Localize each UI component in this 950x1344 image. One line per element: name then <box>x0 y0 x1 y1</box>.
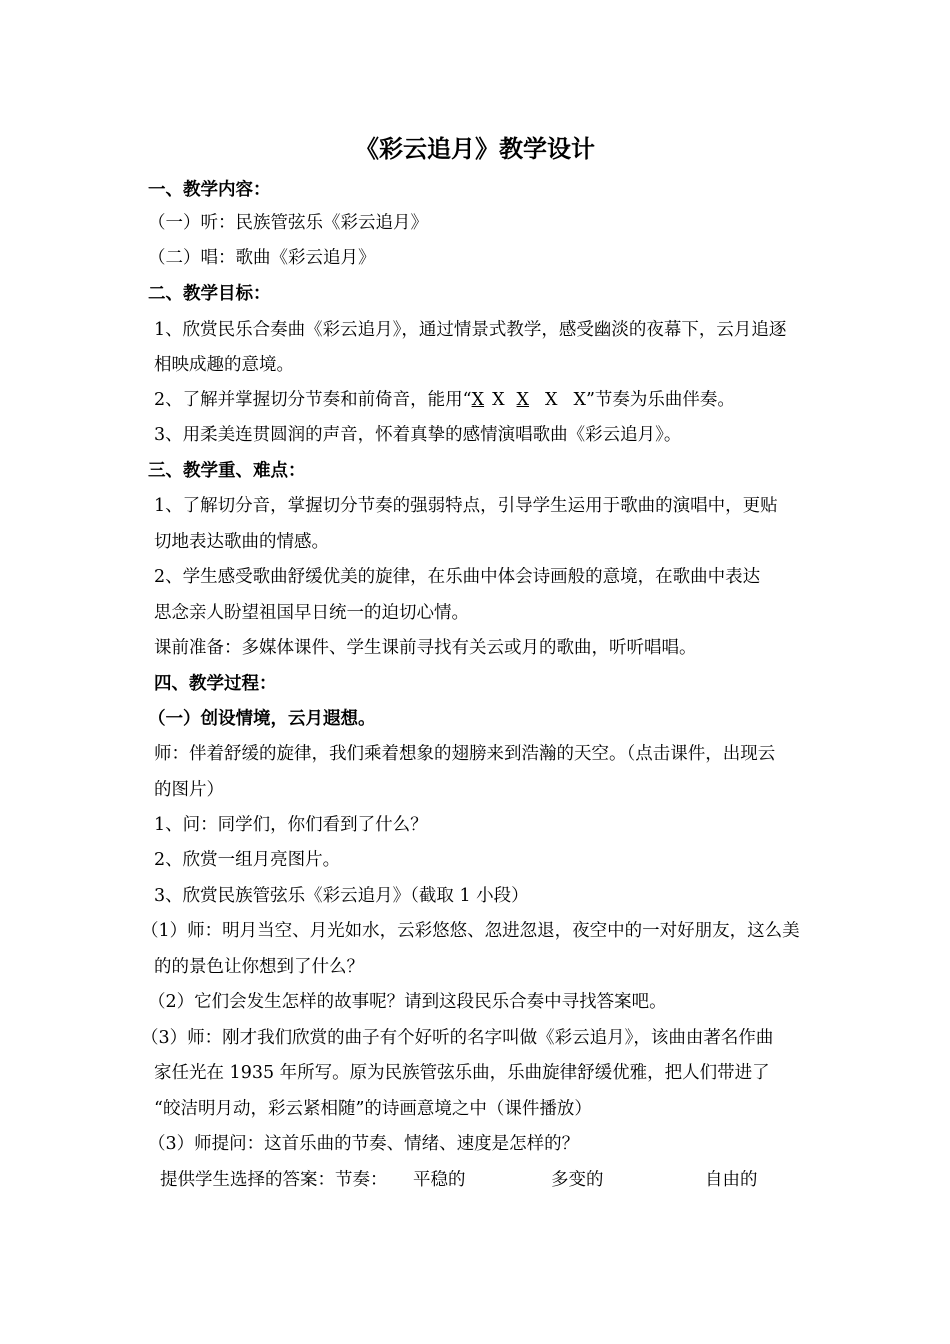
activity-1-line-1: （1）师：明月当空、月光如水，云彩悠悠、忽进忽退，夜空中的一对好朋友，这么美 <box>141 921 800 941</box>
answer-choice-varied: 多变的 <box>551 1170 604 1190</box>
class-preparation: 课前准备：多媒体课件、学生课前寻找有关云或月的歌曲，听听唱唱。 <box>154 638 697 658</box>
subsection-heading-scene: （一）创设情境，云月遐想。 <box>148 709 376 729</box>
activity-3-line-2: 家任光在 1935 年所写。原为民族管弦乐曲，乐曲旋律舒缓优雅，把人们带进了 <box>154 1063 770 1083</box>
rhythm-note-4: X <box>545 390 558 410</box>
section-heading-key-points: 三、教学重、难点： <box>148 461 306 481</box>
activity-4: （3）师提问：这首乐曲的节奏、情绪、速度是怎样的？ <box>148 1134 580 1154</box>
goal-1-line-2: 相映成趣的意境。 <box>154 355 294 375</box>
document-title: 《彩云追月》教学设计 <box>355 134 595 163</box>
key-point-1-line-1: 1、了解切分音，掌握切分节奏的强弱特点，引导学生运用于歌曲的演唱中，更贴 <box>154 496 778 516</box>
step-3: 3、欣赏民族管弦乐《彩云追月》（截取 1 小段） <box>154 886 529 906</box>
step-2: 2、欣赏一组月亮图片。 <box>154 850 341 870</box>
key-point-1-line-2: 切地表达歌曲的情感。 <box>154 532 329 552</box>
teacher-intro-line-1: 师：伴着舒缓的旋律，我们乘着想象的翅膀来到浩瀚的天空。（点击课件，出现云 <box>154 744 776 764</box>
activity-2: （2）它们会发生怎样的故事呢？请到这段民乐合奏中寻找答案吧。 <box>148 992 667 1012</box>
goal-2-suffix: ”节奏为乐曲伴奏。 <box>585 390 735 410</box>
answer-choice-free: 自由的 <box>705 1170 758 1190</box>
goal-3: 3、用柔美连贯圆润的声音，怀着真挚的感情演唱歌曲《彩云追月》。 <box>154 425 682 445</box>
rhythm-note-5: X <box>573 390 586 410</box>
rhythm-note-1: X <box>471 390 485 410</box>
key-point-2-line-1: 2、学生感受歌曲舒缓优美的旋律，在乐曲中体会诗画般的意境，在歌曲中表达 <box>154 567 761 587</box>
content-item-listen: （一）听：民族管弦乐《彩云追月》 <box>148 213 428 233</box>
section-heading-process: 四、教学过程： <box>154 674 277 694</box>
goal-1-line-1: 1、欣赏民乐合奏曲《彩云追月》，通过情景式教学，感受幽淡的夜幕下，云月追逐 <box>154 320 787 340</box>
content-item-sing: （二）唱：歌曲《彩云追月》 <box>148 248 376 268</box>
rhythm-note-2: X <box>492 390 505 410</box>
answer-choice-steady: 平稳的 <box>413 1170 466 1190</box>
activity-1-line-2: 的的景色让你想到了什么？ <box>154 957 364 977</box>
rhythm-note-3: X <box>516 390 529 410</box>
step-1: 1、问：同学们，你们看到了什么？ <box>154 815 428 835</box>
answer-choices-label: 提供学生选择的答案：节奏： <box>160 1170 388 1190</box>
teacher-intro-line-2: 的图片） <box>154 780 224 800</box>
section-heading-content: 一、教学内容： <box>148 180 271 200</box>
section-heading-goals: 二、教学目标： <box>148 284 271 304</box>
goal-2 <box>154 388 735 412</box>
key-point-2-line-2: 思念亲人盼望祖国早日统一的迫切心情。 <box>154 603 469 623</box>
activity-3-line-1: （3）师：刚才我们欣赏的曲子有个好听的名字叫做《彩云追月》，该曲由著名作曲 <box>141 1028 774 1048</box>
activity-3-line-3: “皎洁明月动，彩云紧相随”的诗画意境之中（课件播放） <box>154 1099 592 1119</box>
goal-2-prefix: 2、了解并掌握切分节奏和前倚音，能用“ <box>154 390 472 410</box>
